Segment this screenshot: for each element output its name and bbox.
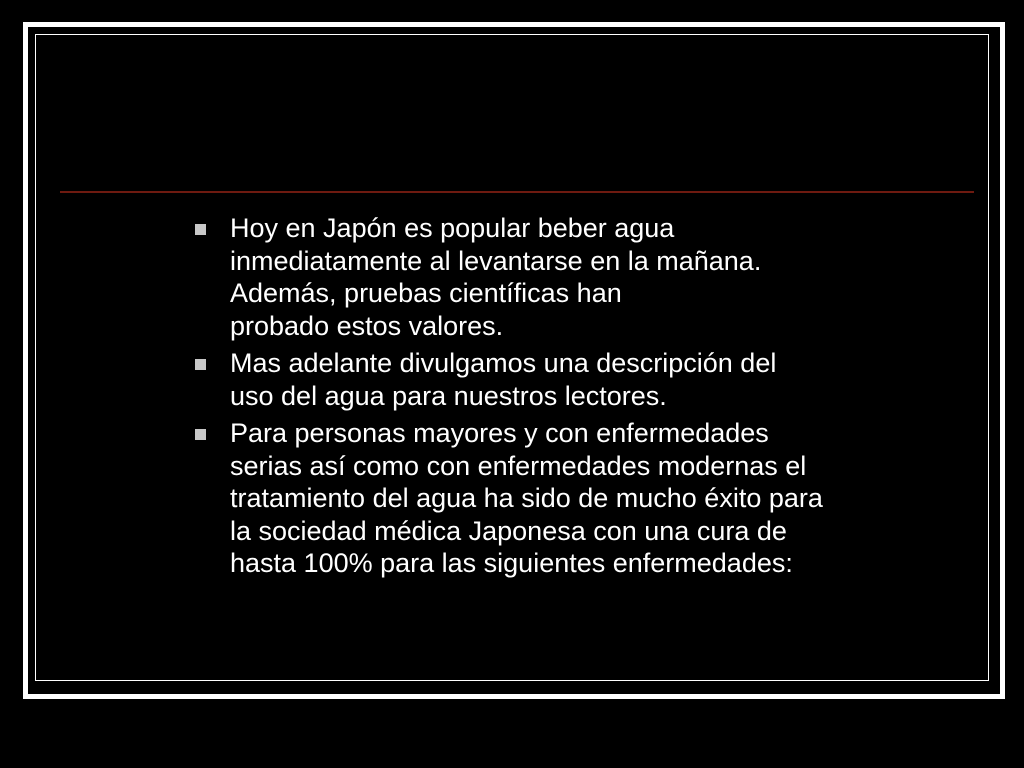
bullet-text-line: Hoy en Japón es popular beber agua <box>230 213 675 243</box>
bullet-item <box>190 417 950 580</box>
bullet-text-line: hasta 100% para las siguientes enfermedades: <box>230 548 793 578</box>
bullet-text-line: inmediatamente al levantarse en la mañana. <box>230 245 762 276</box>
bullet-item <box>190 347 950 412</box>
bullet-text-line: tratamiento del agua ha sido de mucho éxito para <box>230 483 823 513</box>
bullet-text-line: probado estos valores. <box>230 310 504 341</box>
bullet-text-line: Mas adelante divulgamos una descripción del <box>230 348 777 378</box>
bullet-text-line: Además, pruebas científicas han <box>230 278 622 308</box>
square-bullet-icon <box>195 359 206 370</box>
bullet-text-line: serias así como con enfermedades modernas el <box>230 450 807 481</box>
bullet-item <box>190 212 950 342</box>
bullet-text-line: uso del agua para nuestros lectores. <box>230 380 667 411</box>
bullet-text-line: Para personas mayores y con enfermedades <box>230 418 769 448</box>
title-divider-rule <box>60 191 974 193</box>
bullet-list <box>190 212 950 585</box>
bullet-text-line: la sociedad médica Japonesa con una cura de <box>230 515 787 546</box>
square-bullet-icon <box>195 429 206 440</box>
square-bullet-icon <box>195 224 206 235</box>
